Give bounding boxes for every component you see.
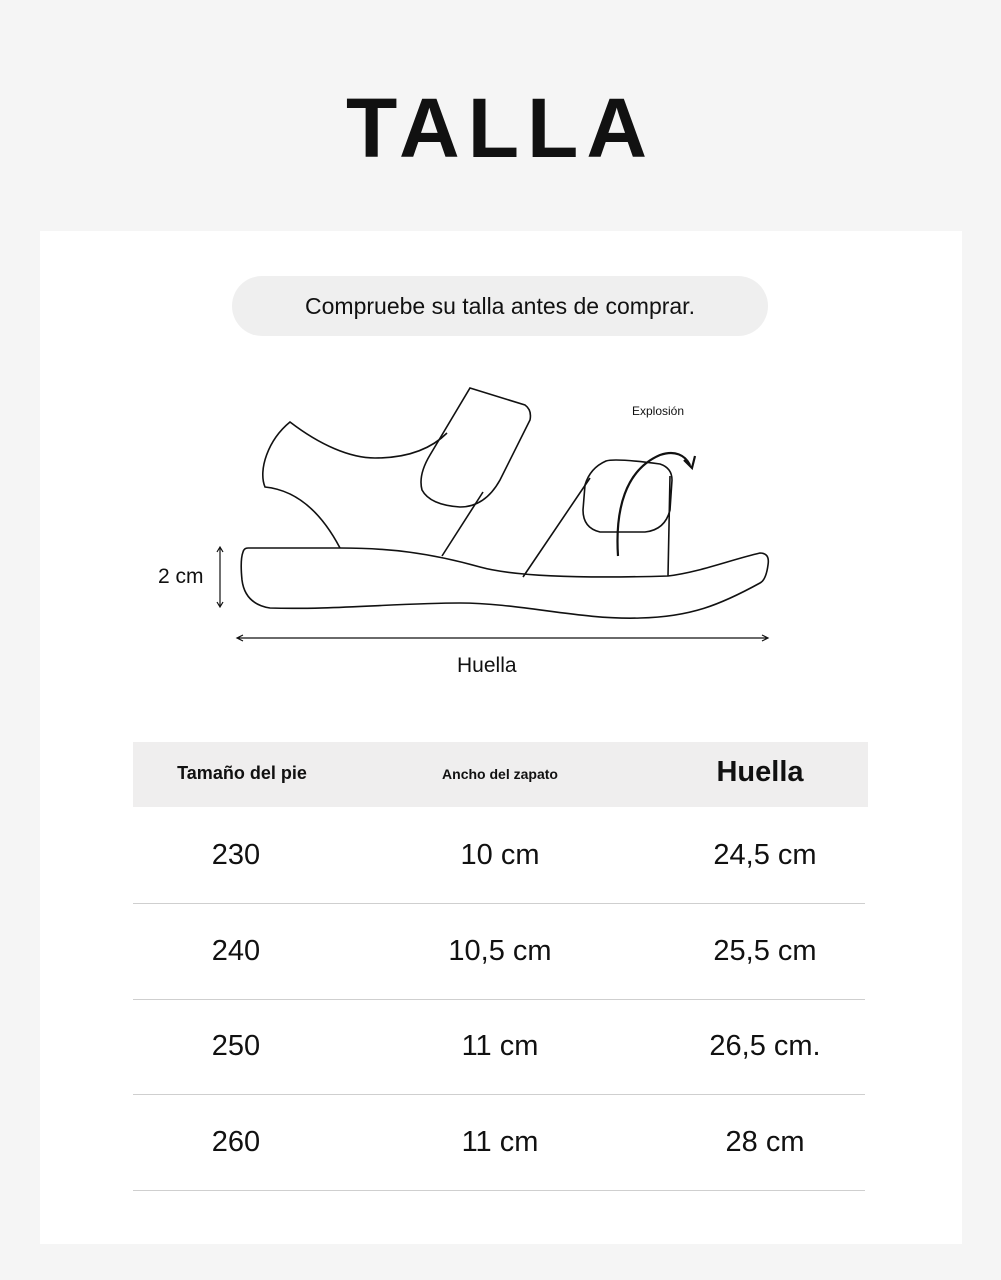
foot-size-cell: 240	[211, 935, 261, 967]
table-row	[133, 999, 865, 1095]
shoe-width-cell: 11 cm	[461, 1126, 539, 1158]
explosion-arrow	[617, 453, 690, 556]
footprint-cell: 26,5 cm.	[709, 1030, 821, 1062]
sandal-heel-strap	[263, 422, 447, 548]
shoe-width-cell: 10 cm	[460, 839, 540, 871]
sandal-velcro-strap-front	[583, 460, 672, 532]
table-row	[133, 808, 865, 904]
length-label: Huella	[457, 654, 517, 677]
footprint-cell: 25,5 cm	[713, 935, 817, 967]
explosion-label: Explosión	[632, 404, 685, 418]
length-arrow	[237, 635, 768, 641]
height-label: 2 cm	[158, 565, 204, 588]
footprint-cell: 28 cm	[725, 1126, 805, 1158]
table-header	[133, 742, 868, 807]
shoe-width-cell: 11 cm	[461, 1030, 539, 1062]
shoe-width-cell: 10,5 cm	[448, 935, 552, 967]
table-row	[133, 1095, 865, 1191]
header-foot-size: Tamaño del pie	[177, 763, 307, 783]
page-title: TALLA	[345, 81, 656, 175]
header-footprint: Huella	[716, 756, 804, 788]
height-arrow	[217, 547, 223, 607]
header-shoe-width: Ancho del zapato	[442, 766, 558, 782]
sandal-strap-front	[523, 476, 670, 577]
sandal-velcro-strap-back	[421, 388, 530, 507]
sandal-sole	[241, 548, 768, 618]
table-row	[133, 904, 865, 1000]
footprint-cell: 24,5 cm	[713, 839, 817, 871]
foot-size-cell: 230	[211, 839, 261, 871]
foot-size-cell: 260	[211, 1126, 261, 1158]
notice-banner: Compruebe su talla antes de comprar.	[232, 276, 768, 336]
sandal-strap-back	[442, 492, 483, 556]
foot-size-cell: 250	[211, 1030, 261, 1062]
